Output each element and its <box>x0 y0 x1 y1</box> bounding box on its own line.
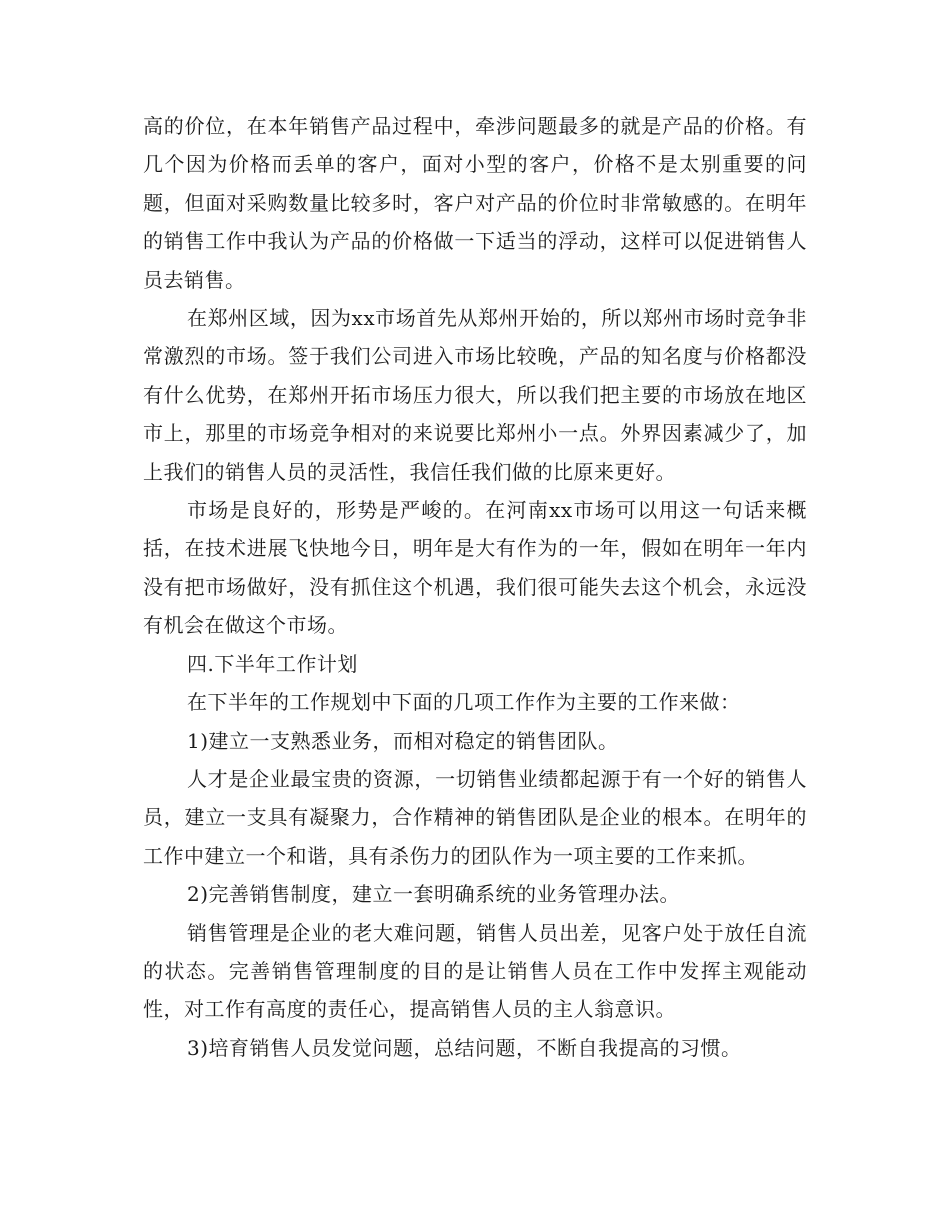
paragraph: 人才是企业最宝贵的资源，一切销售业绩都起源于有一个好的销售人员，建立一支具有凝聚力，合作精神的销售团队是企业的根本。在明年的工作中建立一个和谐，具有杀伤力的团队作为一项主要的工作来抓。 <box>143 766 807 868</box>
paragraph: 市场是良好的，形势是严峻的。在河南xx市场可以用这一句话来概括，在技术进展飞快地今日，明年是大有作为的一年，假如在明年一年内没有把市场做好，没有抓住这个机遇，我们很可能失去这个机会，永远没有机会在做这个市场。 <box>143 498 807 638</box>
list-item-heading: 2)完善销售制度，建立一套明确系统的业务管理办法。 <box>187 882 681 907</box>
paragraph: 高的价位，在本年销售产品过程中，牵涉问题最多的就是产品的价格。有几个因为价格而丢单的客户，面对小型的客户，价格不是太别重要的问题，但面对采购数量比较多时，客户对产品的价位时非常敏感的。在明年的销售工作中我认为产品的价格做一下适当的浮动，这样可以促进销售人员去销售。 <box>143 114 807 292</box>
document-page <box>143 107 807 1067</box>
paragraph: 在下半年的工作规划中下面的几项工作作为主要的工作来做： <box>187 690 741 715</box>
list-item-heading: 3)培育销售人员发觉问题，总结问题，不断自我提高的习惯。 <box>187 1035 742 1060</box>
paragraph: 在郑州区域，因为xx市场首先从郑州开始的，所以郑州市场时竞争非常激烈的市场。签于我们公司进入市场比较晚，产品的知名度与价格都没有什么优势，在郑州开拓市场压力很大，所以我们把主要的市场放在地区市上，那里的市场竞争相对的来说要比郑州小一点。外界因素减少了，加上我们的销售人员的灵活性，我信任我们做的比原来更好。 <box>143 306 807 484</box>
section-heading: 四.下半年工作计划 <box>187 651 358 676</box>
paragraph: 销售管理是企业的老大难问题，销售人员出差，见客户处于放任自流的状态。完善销售管理制度的目的是让销售人员在工作中发挥主观能动性，对工作有高度的责任心，提高销售人员的主人翁意识。 <box>143 920 807 1022</box>
list-item-heading: 1)建立一支熟悉业务，而相对稳定的销售团队。 <box>187 728 619 753</box>
